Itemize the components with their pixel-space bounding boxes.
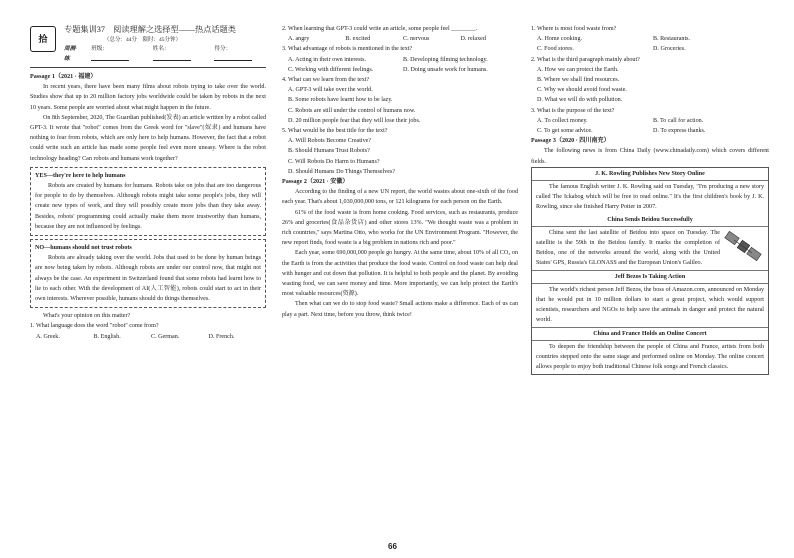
yes-title: YES—they're here to help humans	[35, 172, 126, 179]
question-text: 3. What is the purpose of the text?	[531, 107, 615, 114]
answer-option[interactable]: D. French.	[208, 333, 235, 340]
answer-option[interactable]: D. Doing unsafe work for humans.	[403, 66, 488, 73]
brand-logo: 拾	[30, 26, 56, 52]
answer-options	[282, 136, 518, 177]
answer-option[interactable]: C. German.	[151, 333, 180, 340]
worksheet-header	[30, 24, 266, 68]
question-text: 3. What advantage of robots is mentioned in the text?	[282, 46, 413, 53]
passage1-paragraph: In recent years, there have been many films about robots trying to take over the world. Studies show that up to 20 million factory jobs worldwide could be taken by robots in the next 10 years. Some people are worried about what might happen in the future.	[30, 84, 266, 111]
page-number: 66	[388, 542, 397, 551]
answer-option[interactable]: C. Will Robots Do Harm to Humans?	[288, 158, 380, 165]
class-field[interactable]: 班级：	[91, 44, 143, 65]
score-field[interactable]: 得分：	[214, 44, 266, 65]
student-info-fields	[64, 44, 266, 65]
passage2-paragraph: According to the finding of a new UN report, the world wastes about one-sixth of the food each year. That's about 1,030,000,000 tons, or 121 kilograms for each person on the Earth.	[282, 189, 518, 206]
worksheet-score-limit: （总分：44分 限时：45分钟）	[104, 37, 182, 43]
news-title: China and France Holds an Online Concert	[532, 327, 768, 341]
answer-option[interactable]: A. angry	[288, 36, 310, 43]
worksheet-title: 专题集训37 阅读理解之选择型——热点话题类	[64, 25, 236, 34]
answer-option[interactable]: B. Should Humans Trust Robots?	[288, 148, 370, 155]
answer-options	[531, 116, 769, 136]
answer-option[interactable]: D. Should Humans Do Things Themselves?	[288, 168, 396, 175]
answer-options	[531, 34, 769, 54]
answer-option[interactable]: B. excited	[345, 36, 371, 43]
no-body: Robots are already taking over the world. Jobs that used to be done by human beings are now being taken by robots. Although robots are under our control now, that might not always be the case. An experiment in Switzerland found that some robots had learnt how to lie to each other. With the development of AI(人工智能), robots could start to act in their own interests. Wherever possible, humans should do things themselves.	[35, 255, 261, 303]
no-title: NO—humans should not trust robots	[35, 245, 132, 252]
answer-option[interactable]: D. Groceries.	[653, 46, 686, 53]
news-title: China Sends Beidou Successfully	[532, 214, 768, 227]
answer-option[interactable]: D. 20 million people fear that they will lose their jobs.	[288, 117, 421, 124]
answer-option[interactable]: A. Will Robots Become Creative?	[288, 138, 372, 145]
answer-option[interactable]: A. How we can protect the Earth.	[537, 66, 619, 73]
answer-option[interactable]: A. Acting in their own interests.	[288, 56, 367, 63]
answer-options	[282, 55, 518, 75]
answer-option[interactable]: A. Home cooking.	[537, 36, 583, 43]
question-text: 1. What language does the word "robot" come from?	[30, 323, 159, 330]
answer-option[interactable]: A. To collect money.	[537, 117, 588, 124]
column-left	[30, 24, 266, 342]
answer-option[interactable]: C. Robots are still under the control of humans now.	[288, 107, 416, 114]
answer-option[interactable]: D. What we will do with pollution.	[537, 97, 623, 104]
news-body: The famous English writer J. K. Rowling said on Tuesday, "I'm producing a new story called The Ickabog which will be free to read online." It's the first children's book by J. K. Rowling, since she finished Harry Potter in 2007.	[536, 184, 764, 211]
answer-option[interactable]: B. Where we shall find resources.	[537, 77, 620, 84]
column-middle	[282, 24, 518, 320]
news-body: To deepen the friendship between the people of China and France, artists from both countries stepped onto the same stage and performed online on Monday. The online concert allows people to enjoy both traditional Chinese folk songs and French classics.	[536, 343, 764, 371]
passage2-paragraph: Then what can we do to stop food waste? Small actions make a difference. Each of us can play a part. Next time, before you throw, think twice!	[282, 301, 518, 318]
passage3-intro: The following news is from China Daily (www.chinadaily.com) which covers different fields.	[531, 148, 769, 165]
news-item	[532, 214, 768, 270]
yes-body: Robots are created by humans for humans. Robots take on jobs that are too dangerous for people to do by themselves. Although robots might take some people's jobs, they will create new types of work, and they will possibly create more jobs than they take away. Besides, robots' programming could actually make them more trustworthy than humans, because they are not influenced by feelings.	[35, 183, 261, 230]
answer-option[interactable]: C. To get some advice.	[537, 128, 593, 135]
passage2-paragraph: 61% of the food waste is from home cooking. Food services, such as restaurants, produce 26% and groceries(食品杂货店) and other stores 13%. "We thought waste was a problem in rich countries," says Martina Otto, who works for the UN Environment Program. "However, the new report finds, food waste is a big problem in nations rich and poor."	[282, 209, 518, 247]
news-item	[532, 327, 768, 374]
column-right	[531, 24, 769, 375]
yes-box	[30, 167, 266, 236]
question-text: 2. When learning that GPT-3 could write an article, some people feel ________.	[282, 26, 478, 32]
passage2-paragraph: Each year, some 690,000,000 people go hungry. At the same time, about 10% of all CO₂ on the Earth is from the activities that produce the food waste. Control on food waste can help deal with hunger and cut down that pollution. It is helpful to both people and the planet. By avoiding wasting food, we can save money and time. More importantly, we can help protect the Earth's most valuable resources(资源).	[282, 250, 519, 298]
no-box	[30, 239, 266, 308]
satellite-icon	[724, 230, 764, 264]
question-text: 4. What can we learn from the text?	[282, 77, 370, 84]
news-title: J. K. Rowling Publishes New Story Online	[532, 168, 768, 181]
news-body: China sent the last satellite of Beidou into space on Tuesday. The satellite is the 59th in the Beidou family. It marks the completion of Beidou, one of the networks around the world, along with the United States' GPS, Russia's GLONASS and the European Union's Galileo.	[536, 229, 720, 267]
passage3-heading: Passage 3（2020 · 四川南充）	[531, 138, 610, 145]
answer-options	[282, 85, 518, 126]
answer-option[interactable]: A. Greek.	[36, 333, 60, 340]
answer-option[interactable]: B. Restaurants.	[653, 36, 691, 43]
name-field[interactable]: 姓名：	[153, 44, 205, 65]
answer-option[interactable]: B. Some robots have learnt how to be lazy.	[288, 97, 393, 104]
answer-options	[30, 332, 266, 342]
answer-option[interactable]: B. Developing filming technology.	[403, 56, 488, 63]
news-list	[531, 167, 769, 375]
question-text: 2. What is the third paragraph mainly about?	[531, 56, 640, 63]
news-item	[532, 270, 768, 327]
answer-option[interactable]: B. To call for action.	[653, 117, 704, 124]
news-item	[532, 168, 768, 214]
answer-option[interactable]: D. relaxed	[460, 36, 486, 43]
answer-option[interactable]: B. English.	[93, 333, 121, 340]
question-text: 5. What would be the best title for the text?	[282, 128, 388, 135]
news-body: The world's richest person Jeff Bezos, the boss of Amazon.com, announced on Monday that he would put in 10 million dollars to start a great project, which would support scientists, researchers and NGOs to help save the animals in danger and protect the natural world.	[536, 286, 764, 324]
passage1-closing: What's your opinion on this matter?	[43, 313, 131, 320]
passage1-paragraph: On 8th September, 2020, The Guardian published(发表) an article written by a robot called GPT-3. It wrote that "robot" comes from the Greek word for "slave"(奴隶) and humans have nothing to fear from robots, which are only here to help humans. However, the fact that a robot could write such an article has made some people feel even more uneasy. Where is the robot technology heading? Can robots and humans work together?	[30, 114, 266, 162]
corner-tag: 周测·练	[64, 46, 77, 62]
answer-option[interactable]: C. Food stores.	[537, 46, 574, 53]
passage2-heading: Passage 2（2021 · 安徽）	[282, 179, 349, 186]
answer-option[interactable]: D. To express thanks.	[653, 128, 706, 135]
answer-options	[282, 34, 518, 44]
answer-option[interactable]: C. Working with different feelings.	[288, 66, 374, 73]
question-text: 1. Where is most food waste from?	[531, 26, 617, 32]
answer-option[interactable]: C. Why we should avoid food waste.	[537, 87, 627, 94]
news-title: Jeff Bezos Is Taking Action	[532, 270, 768, 284]
answer-options	[531, 65, 769, 106]
answer-option[interactable]: C. nervous	[403, 36, 430, 43]
answer-option[interactable]: A. GPT-3 will take over the world.	[288, 87, 373, 94]
passage1-heading: Passage 1（2021 · 福建）	[30, 74, 97, 80]
